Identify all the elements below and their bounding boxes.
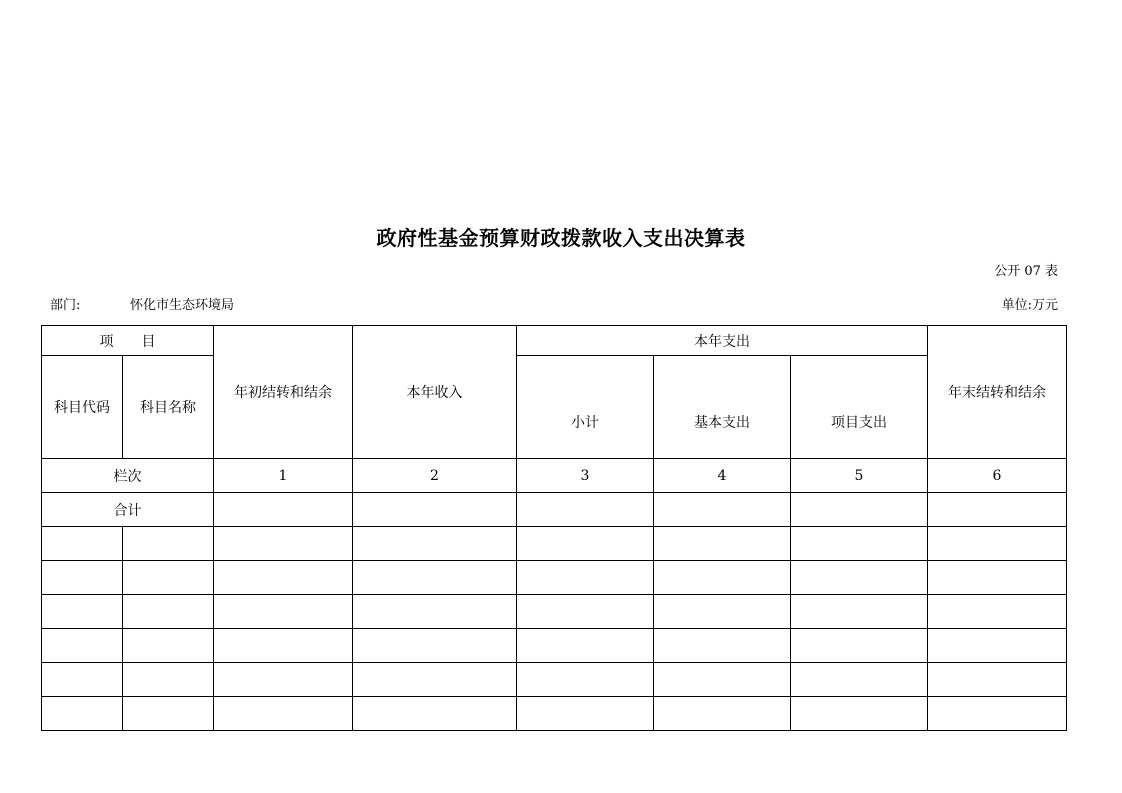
table-cell: [42, 561, 123, 595]
table-cell: [928, 527, 1067, 561]
table-cell: [654, 527, 791, 561]
table-cell: [214, 629, 353, 663]
table-cell: [353, 493, 517, 527]
table-cell: [214, 493, 353, 527]
table-cell: [517, 561, 654, 595]
header-subtotal: 小计: [517, 356, 654, 459]
table-cell: [928, 493, 1067, 527]
total-label: 合计: [42, 493, 214, 527]
table-row: [42, 595, 1067, 629]
form-code: 公开 07 表: [994, 264, 1058, 279]
table-cell: [123, 561, 214, 595]
table-row: [42, 527, 1067, 561]
table-cell: [353, 527, 517, 561]
table-cell: [928, 663, 1067, 697]
table-cell: [791, 561, 928, 595]
table-cell: [791, 595, 928, 629]
table-cell: [517, 493, 654, 527]
column-number: 4: [654, 459, 791, 493]
department-label: 部门:: [50, 298, 81, 313]
header-current-expense: 本年支出: [517, 326, 928, 356]
table-cell: [654, 697, 791, 731]
header-opening-balance: 年初结转和结余: [214, 326, 353, 459]
table-cell: [654, 561, 791, 595]
table-cell: [123, 595, 214, 629]
column-number: 1: [214, 459, 353, 493]
column-index-row: [42, 459, 1067, 493]
table-cell: [214, 595, 353, 629]
table-cell: [123, 629, 214, 663]
table-cell: [654, 663, 791, 697]
header-project-expense: 项目支出: [791, 356, 928, 459]
table-cell: [214, 561, 353, 595]
header-item: 项 目: [42, 326, 214, 356]
table-cell: [123, 697, 214, 731]
table-cell: [928, 561, 1067, 595]
table-row: [42, 561, 1067, 595]
page-title: 政府性基金预算财政拨款收入支出决算表: [376, 226, 746, 250]
table-cell: [42, 629, 123, 663]
column-number: 2: [353, 459, 517, 493]
table-cell: [123, 663, 214, 697]
table-row: [42, 697, 1067, 731]
table-cell: [123, 527, 214, 561]
department-name: 怀化市生态环境局: [130, 298, 235, 313]
table-cell: [517, 629, 654, 663]
table-cell: [353, 697, 517, 731]
column-number: 5: [791, 459, 928, 493]
column-number: 6: [928, 459, 1067, 493]
table-cell: [928, 629, 1067, 663]
table-cell: [928, 595, 1067, 629]
header-subject-code: 科目代码: [42, 356, 123, 459]
table-cell: [517, 527, 654, 561]
table-cell: [654, 493, 791, 527]
table-row: [42, 663, 1067, 697]
table-cell: [791, 527, 928, 561]
table-cell: [353, 561, 517, 595]
table-cell: [791, 493, 928, 527]
header-basic-expense: 基本支出: [654, 356, 791, 459]
table-cell: [214, 527, 353, 561]
unit-label: 单位:万元: [1001, 298, 1058, 313]
table-cell: [353, 629, 517, 663]
header-current-income: 本年收入: [353, 326, 517, 459]
total-row: [42, 493, 1067, 527]
table-cell: [353, 663, 517, 697]
table-cell: [42, 663, 123, 697]
table-cell: [791, 663, 928, 697]
table-row: [42, 629, 1067, 663]
table-cell: [928, 697, 1067, 731]
column-number: 3: [517, 459, 654, 493]
table-cell: [42, 697, 123, 731]
table-cell: [214, 663, 353, 697]
table-cell: [791, 697, 928, 731]
table-cell: [353, 595, 517, 629]
table-cell: [214, 697, 353, 731]
table-cell: [517, 697, 654, 731]
column-index-label: 栏次: [42, 459, 214, 493]
header-subject-name: 科目名称: [123, 356, 214, 459]
budget-table: [41, 325, 1067, 731]
table-cell: [517, 663, 654, 697]
table-cell: [654, 629, 791, 663]
table-cell: [791, 629, 928, 663]
table-cell: [42, 595, 123, 629]
table-cell: [654, 595, 791, 629]
table-cell: [42, 527, 123, 561]
header-closing-balance: 年末结转和结余: [928, 326, 1067, 459]
table-cell: [517, 595, 654, 629]
